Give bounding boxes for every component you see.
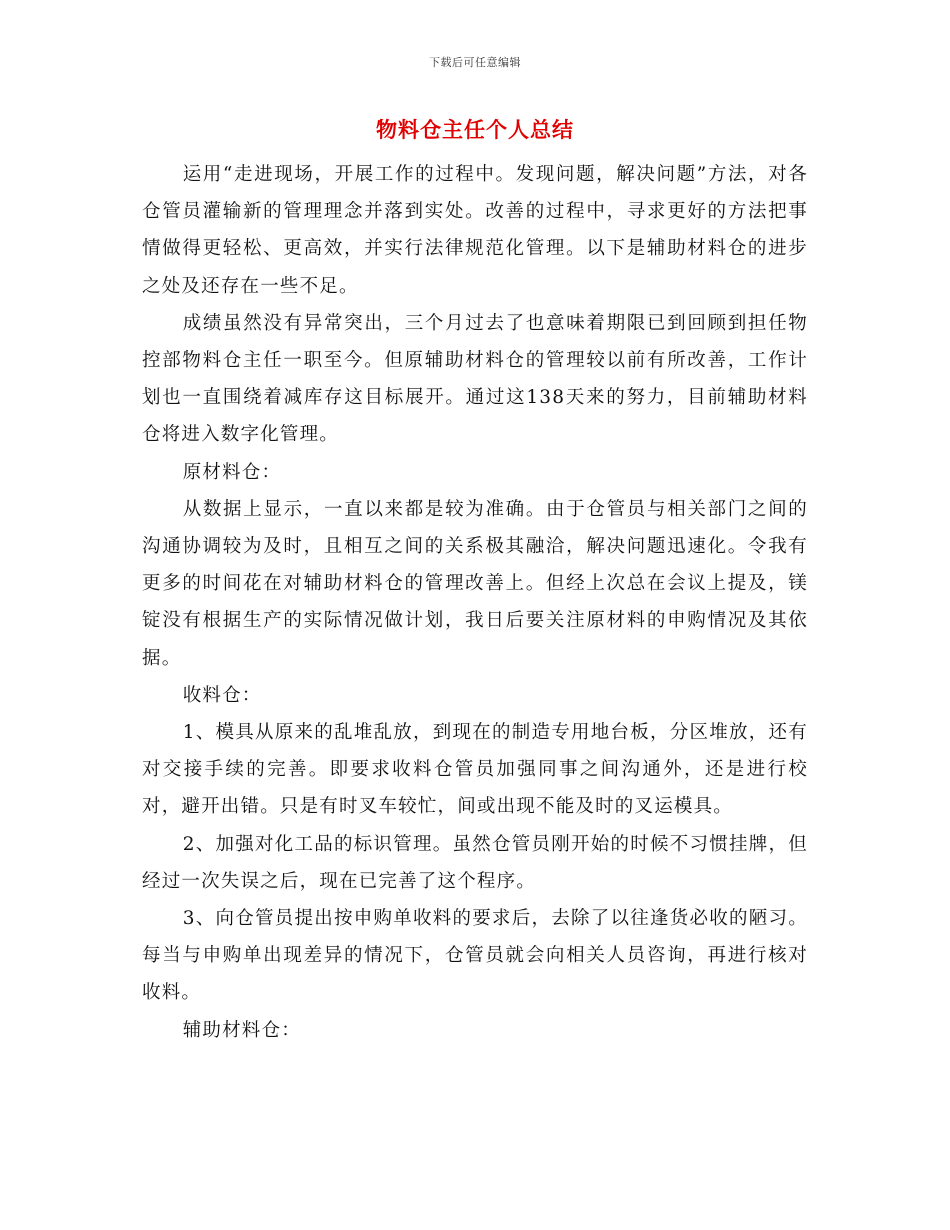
paragraph-achievements: 成绩虽然没有异常突出，三个月过去了也意味着期限已到回顾到担任物控部物料仓主任一职至今。但原辅助材料仓的管理较以前有所改善，工作计划也一直围绕着减库存这目标展开。通过这138天来的努力，目前辅助材料仓将进入数字化管理。: [142, 312, 808, 446]
section-heading-auxiliary: 辅助材料仓：: [182, 1019, 301, 1041]
list-item-receiving-3: 3、向仓管员提出按申购单收料的要求后，去除了以往逢货必收的陋习。每当与申购单出现差异的情况下，仓管员就会向相关人员咨询，再进行核对收料。: [142, 908, 808, 1004]
list-item-receiving-1: 1、模具从原来的乱堆乱放，到现在的制造专用地台板，分区堆放，还有对交接手续的完善。即要求收料仓管员加强同事之间沟通外，还是进行校对，避开出错。只是有时叉车较忙，间或出现不能及时的叉运模具。: [142, 722, 808, 818]
header-note: 下载后可任意编辑: [429, 56, 521, 69]
section-heading-raw-materials: 原材料仓：: [182, 461, 282, 483]
paragraph-intro: 运用“走进现场，开展工作的过程中。发现问题，解决问题”方法，对各仓管员灌输新的管理理念并落到实处。改善的过程中，寻求更好的方法把事情做得更轻松、更高效，并实行法律规范化管理。以下是辅助材料仓的进步之处及还存在一些不足。: [142, 164, 808, 297]
paragraph-raw-materials: 从数据上显示，一直以来都是较为准确。由于仓管员与相关部门之间的沟通协调较为及时，且相互之间的关系极其融洽，解决问题迅速化。令我有更多的时间花在对辅助材料仓的管理改善上。但经上次总在会议上提及，镁锭没有根据生产的实际情况做计划，我日后要关注原材料的申购情况及其依据。: [142, 498, 808, 669]
document-body: [142, 156, 808, 1049]
list-item-receiving-2: 2、加强对化工品的标识管理。虽然仓管员刚开始的时候不习惯挂牌，但经过一次失误之后，现在已完善了这个程序。: [142, 833, 808, 892]
section-heading-receiving: 收料仓：: [182, 684, 262, 706]
document-title: 物料仓主任个人总结: [376, 117, 574, 142]
